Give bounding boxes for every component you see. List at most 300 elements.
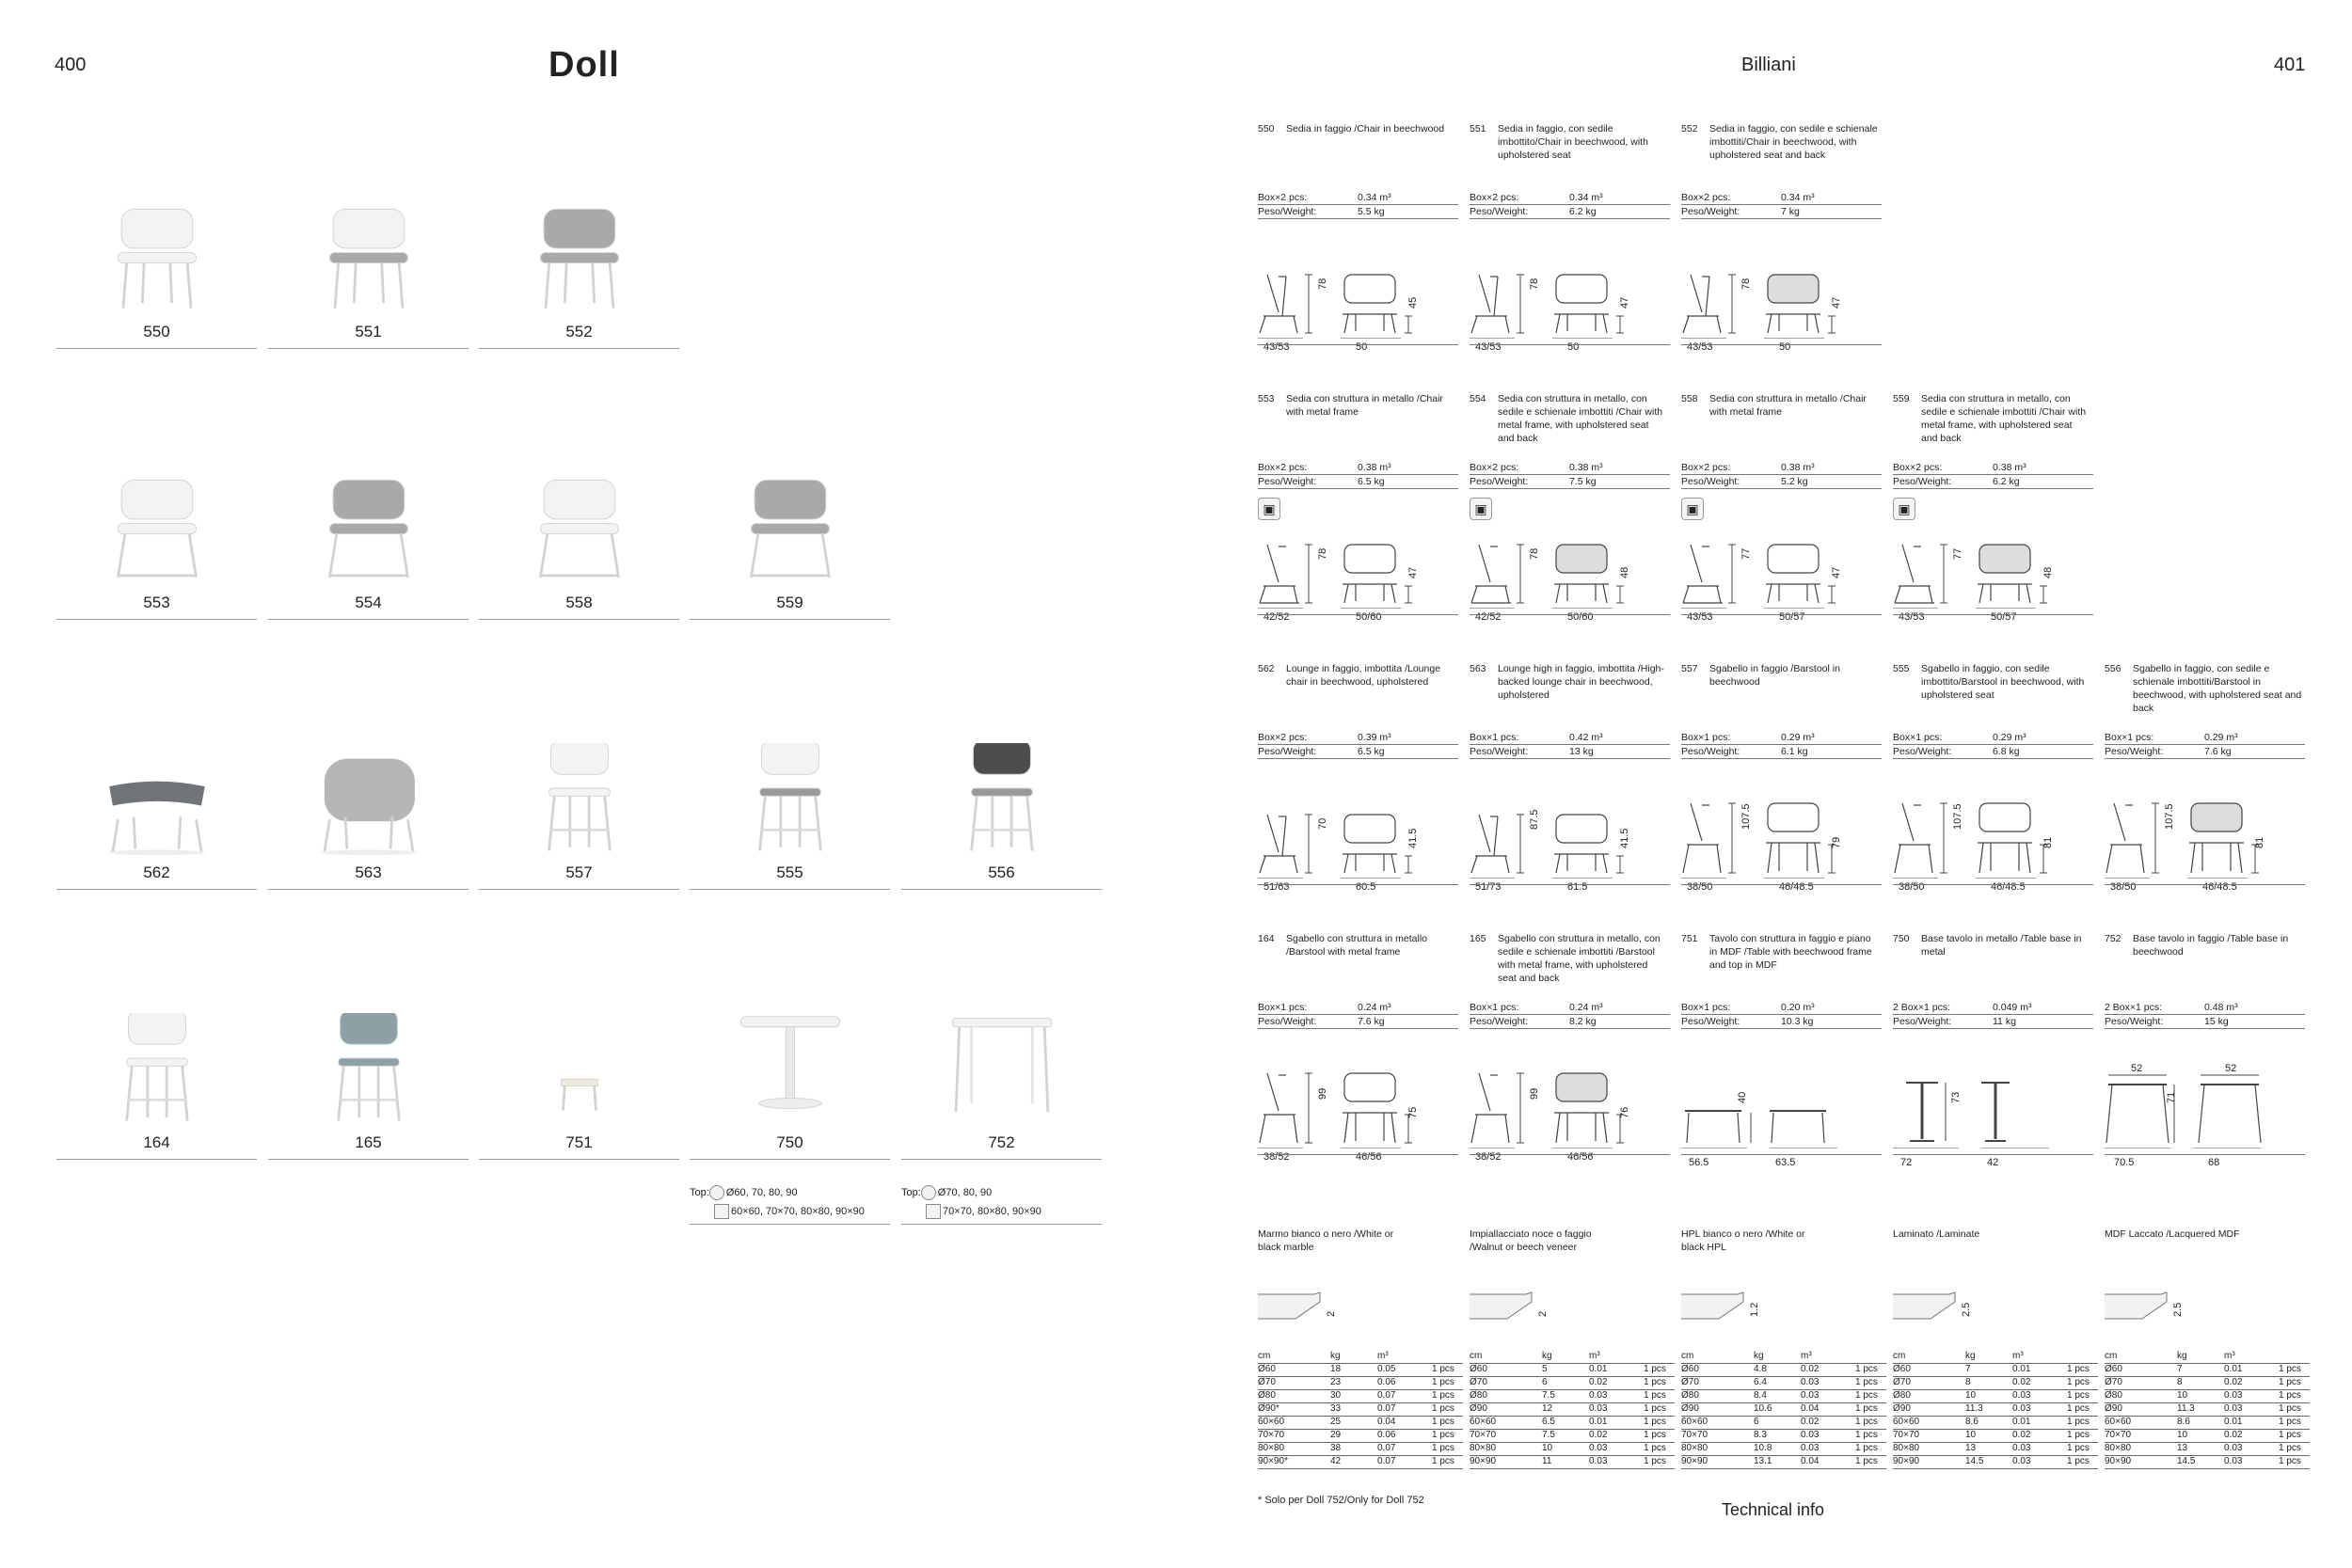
catalog-item[interactable] <box>479 202 679 343</box>
table-cell: 8.3 <box>1754 1430 1767 1440</box>
table-cell: 0.03 <box>2224 1443 2243 1453</box>
table-row <box>1470 1364 1675 1377</box>
table-cell: 11.3 <box>2177 1403 2195 1414</box>
divider <box>901 889 1102 890</box>
box-label: Box×1 pcs: <box>1893 732 1943 743</box>
table-cell: 1 pcs <box>1432 1390 1454 1401</box>
dimension-label: 38/52 <box>1263 1151 1290 1163</box>
product-photo <box>690 1013 890 1126</box>
dimension-label: 46/56 <box>1356 1151 1382 1163</box>
spec-code: 557 <box>1681 663 1698 674</box>
table-cell: 80×80 <box>2105 1443 2132 1453</box>
spec-code: 558 <box>1681 393 1698 404</box>
spec-code: 752 <box>2105 933 2122 944</box>
table-cell: 0.03 <box>2012 1403 2031 1414</box>
table-cell: 70×70 <box>1681 1430 1708 1440</box>
table-row <box>1470 1456 1675 1469</box>
product-code: 165 <box>355 1133 382 1151</box>
weight-label: Peso/Weight: <box>1681 206 1740 217</box>
material-name: Laminato /Laminate <box>1893 1228 1980 1240</box>
table-cell: 1 pcs <box>1432 1430 1454 1440</box>
product-photo <box>56 743 257 856</box>
table-cell: 0.01 <box>2012 1364 2031 1374</box>
table-row <box>2105 1403 2310 1417</box>
table-cell: 0.03 <box>1589 1390 1608 1401</box>
spec-code: 554 <box>1470 393 1486 404</box>
table-row <box>1258 1430 1463 1443</box>
catalog-item[interactable] <box>56 1013 257 1154</box>
box-label: 2 Box×1 pcs: <box>1893 1002 1950 1013</box>
table-cell: 1 pcs <box>1432 1417 1454 1427</box>
table-cell: 1 pcs <box>1644 1364 1666 1374</box>
divider <box>56 1159 257 1160</box>
technical-info-label: Technical info <box>1722 1500 1825 1519</box>
dimension-label: 47 <box>1831 296 1842 309</box>
weight-label: Peso/Weight: <box>1470 206 1529 217</box>
weight-label: Peso/Weight: <box>1681 476 1740 487</box>
spec-block <box>1258 932 1458 1163</box>
table-row <box>1893 1364 2098 1377</box>
spec-block <box>1470 932 1670 1163</box>
weight-label: Peso/Weight: <box>1258 476 1317 487</box>
table-cell: 80×80 <box>1258 1443 1285 1453</box>
table-cell: Ø80 <box>1893 1390 1911 1401</box>
table-cell: 11 <box>1542 1456 1552 1466</box>
spec-code: 559 <box>1893 393 1910 404</box>
table-row <box>2105 1430 2310 1443</box>
box-label: Box×2 pcs: <box>1258 732 1308 743</box>
spec-code: 556 <box>2105 663 2122 674</box>
box-volume: 0.34 m³ <box>1358 192 1391 203</box>
table-cell: Ø80 <box>1470 1390 1487 1401</box>
product-code: 558 <box>565 594 593 611</box>
top-profile-drawing <box>1470 1291 1545 1328</box>
page-title: Doll <box>548 45 620 85</box>
weights-table <box>2105 1351 2312 1473</box>
table-cell: Ø90 <box>1681 1403 1699 1414</box>
table-cell: 0.04 <box>1801 1456 1820 1466</box>
spec-description: Lounge high in faggio, imbottita /High-backed lounge chair in beechwood, upholstered <box>1498 663 1664 701</box>
dimension-label: 50 <box>1567 341 1580 353</box>
table-top-options <box>901 1183 1102 1225</box>
material-name: MDF Laccato /Lacquered MDF <box>2105 1228 2240 1240</box>
catalog-item[interactable] <box>56 743 257 884</box>
table-cell: 0.03 <box>2012 1456 2031 1466</box>
dimension-label: 75 <box>1407 1106 1419 1118</box>
table-cell: Ø80 <box>1258 1390 1276 1401</box>
dimension-label: 43/53 <box>1899 611 1925 623</box>
dimension-label: 51/63 <box>1263 881 1290 893</box>
stackable-icon: ▣ <box>1681 498 1704 520</box>
table-row <box>1258 1443 1463 1456</box>
product-photo <box>268 743 469 856</box>
catalog-item[interactable] <box>479 1013 679 1154</box>
table-cell: Ø90 <box>1893 1403 1911 1414</box>
catalog-item[interactable] <box>479 743 679 884</box>
table-row <box>1681 1443 1886 1456</box>
table-cell: Ø60 <box>1470 1364 1487 1374</box>
spec-description: Tavolo con struttura in faggio e piano in MDF /Table with beechwood frame and top in MDF <box>1709 933 1872 971</box>
table-cell: 10 <box>1965 1430 1977 1440</box>
divider <box>1258 344 1458 345</box>
table-cell: 0.01 <box>1589 1364 1608 1374</box>
product-code: 554 <box>355 594 382 611</box>
box-label: 2 Box×1 pcs: <box>2105 1002 2162 1013</box>
table-cell: Ø70 <box>1681 1377 1699 1387</box>
table-cell: 1 pcs <box>2279 1390 2301 1401</box>
spec-description: Base tavolo in metallo /Table base in metal <box>1921 933 2082 958</box>
box-label: Box×1 pcs: <box>1681 1002 1731 1013</box>
table-cell: 70×70 <box>1893 1430 1920 1440</box>
spec-block <box>1681 662 1882 893</box>
product-code: 552 <box>565 323 593 341</box>
spec-block <box>1470 392 1670 623</box>
spec-code: 563 <box>1470 663 1486 674</box>
product-photo <box>56 202 257 315</box>
divider <box>1258 614 1458 615</box>
dimension-drawing <box>1681 254 1882 339</box>
spec-block <box>1470 122 1670 353</box>
table-cell: 60×60 <box>1470 1417 1497 1427</box>
weight-label: Peso/Weight: <box>1893 476 1952 487</box>
table-cell: 10.8 <box>1754 1443 1772 1453</box>
table-row <box>1681 1377 1886 1390</box>
dimension-label: 50/57 <box>1991 611 2017 623</box>
divider <box>268 619 469 620</box>
table-header: cm <box>1893 1351 1906 1361</box>
dimension-label: 107.5 <box>1740 803 1752 830</box>
spec-code: 562 <box>1258 663 1275 674</box>
table-cell: Ø70 <box>1893 1377 1911 1387</box>
table-row <box>2105 1443 2310 1456</box>
dimension-label: 63.5 <box>1775 1157 1796 1168</box>
dimension-label: 43/53 <box>1263 341 1290 353</box>
table-header: m³ <box>2012 1351 2024 1361</box>
spec-block <box>1893 662 2093 893</box>
table-row <box>1681 1456 1886 1469</box>
table-row <box>1258 1456 1463 1469</box>
table-cell: 0.03 <box>2224 1390 2243 1401</box>
box-volume: 0.38 m³ <box>1358 462 1391 473</box>
catalog-item[interactable] <box>690 473 890 614</box>
table-cell: 90×90 <box>1681 1456 1708 1466</box>
weights-table <box>1893 1351 2100 1473</box>
table-cell: 10 <box>2177 1390 2188 1401</box>
dimension-label: 56.5 <box>1689 1157 1709 1168</box>
table-cell: 23 <box>1330 1377 1342 1387</box>
dimension-drawing <box>1681 1064 1882 1148</box>
spec-block <box>1470 662 1670 893</box>
dimension-label: 78 <box>1317 547 1328 560</box>
product-code: 556 <box>988 863 1015 881</box>
table-cell: 0.03 <box>1801 1443 1820 1453</box>
box-volume: 0.34 m³ <box>1569 192 1603 203</box>
spec-code: 165 <box>1470 933 1486 944</box>
box-volume: 0.29 m³ <box>1781 732 1815 743</box>
top-profile-drawing <box>2105 1291 2180 1328</box>
top-profile-drawing <box>1893 1291 1968 1328</box>
spec-block <box>2105 932 2305 1168</box>
weight-value: 6.5 kg <box>1358 746 1385 757</box>
dimension-label: 43/53 <box>1687 341 1713 353</box>
table-cell: 1 pcs <box>1855 1430 1878 1440</box>
dimension-label: 43/53 <box>1687 611 1713 623</box>
table-cell: 1 pcs <box>2067 1456 2090 1466</box>
dimension-label: 46/48.5 <box>1991 881 2026 893</box>
divider <box>268 348 469 349</box>
table-cell: 0.03 <box>1801 1377 1820 1387</box>
table-cell: 25 <box>1330 1417 1342 1427</box>
spec-code: 553 <box>1258 393 1275 404</box>
dimension-label: 52 <box>2131 1063 2143 1074</box>
table-cell: Ø80 <box>1681 1390 1699 1401</box>
table-cell: 90×90 <box>1470 1456 1497 1466</box>
table-cell: Ø80 <box>2105 1390 2122 1401</box>
table-row <box>1470 1430 1675 1443</box>
square-sizes: 70×70, 80×80, 90×90 <box>943 1206 1041 1217</box>
dimension-label: 61.5 <box>1567 881 1588 893</box>
table-cell: 60×60 <box>2105 1417 2132 1427</box>
table-cell: 38 <box>1330 1443 1342 1453</box>
product-photo <box>479 473 679 586</box>
box-label: Box×2 pcs: <box>1470 462 1519 473</box>
round-top-icon <box>709 1185 724 1200</box>
spec-description: Sgabello con struttura in metallo, con sedile e schienale imbottiti /Barstool with metal frame, with upholstered seat and back <box>1498 933 1661 984</box>
table-row <box>1681 1403 1886 1417</box>
table-cell: 60×60 <box>1681 1417 1708 1427</box>
table-header: m³ <box>1589 1351 1600 1361</box>
catalog-item[interactable] <box>268 743 469 884</box>
footnote: * Solo per Doll 752/Only for Doll 752 <box>1258 1495 1424 1506</box>
dimension-label: 46/48.5 <box>1779 881 1814 893</box>
weight-label: Peso/Weight: <box>1681 1016 1740 1027</box>
dimension-label: 48 <box>2042 566 2054 578</box>
dimension-label: 38/50 <box>1899 881 1925 893</box>
square-top-icon <box>926 1204 941 1219</box>
catalog-item[interactable] <box>56 202 257 343</box>
table-header: cm <box>1470 1351 1483 1361</box>
weight-value: 10.3 kg <box>1781 1016 1814 1027</box>
table-header: m³ <box>1801 1351 1812 1361</box>
table-cell: 1 pcs <box>2279 1403 2301 1414</box>
box-label: Box×1 pcs: <box>1470 1002 1519 1013</box>
table-cell: 7.5 <box>1542 1390 1555 1401</box>
table-row <box>1258 1390 1463 1403</box>
table-header: cm <box>1681 1351 1694 1361</box>
catalog-item[interactable] <box>901 743 1102 884</box>
table-cell: 18 <box>1330 1364 1342 1374</box>
table-cell: 1 pcs <box>1432 1456 1454 1466</box>
table-cell: 0.03 <box>1589 1403 1608 1414</box>
weight-value: 6.2 kg <box>1569 206 1597 217</box>
table-row <box>1470 1443 1675 1456</box>
table-row <box>1470 1377 1675 1390</box>
table-header: kg <box>2177 1351 2187 1361</box>
dimension-label: 107.5 <box>2164 803 2175 830</box>
dimension-label: 78 <box>1740 277 1752 290</box>
table-header: kg <box>1542 1351 1552 1361</box>
top-profile-drawing <box>1258 1291 1333 1328</box>
round-sizes: Ø70, 80, 90 <box>937 1187 993 1198</box>
table-row <box>1893 1390 2098 1403</box>
dimension-label: 51/73 <box>1475 881 1502 893</box>
table-cell: Ø90* <box>1258 1403 1279 1414</box>
round-top-icon <box>921 1185 936 1200</box>
catalog-item[interactable] <box>56 473 257 614</box>
table-cell: 8.6 <box>2177 1417 2190 1427</box>
table-cell: 0.03 <box>1801 1390 1820 1401</box>
table-row <box>1258 1417 1463 1430</box>
spec-block <box>1258 122 1458 353</box>
table-cell: 0.03 <box>2012 1390 2031 1401</box>
product-photo <box>268 1013 469 1126</box>
catalog-item[interactable] <box>268 202 469 343</box>
divider <box>1681 344 1882 345</box>
spec-description: Lounge in faggio, imbottita /Lounge chair in beechwood, upholstered <box>1286 663 1441 688</box>
divider <box>1681 884 1882 885</box>
table-cell: 6 <box>1542 1377 1548 1387</box>
divider <box>1681 614 1882 615</box>
table-cell: 80×80 <box>1893 1443 1920 1453</box>
spec-code: 555 <box>1893 663 1910 674</box>
table-cell: Ø60 <box>1893 1364 1911 1374</box>
dimension-label: 79 <box>1831 836 1842 848</box>
thickness-label: 2.5 <box>2172 1302 2184 1317</box>
table-header: kg <box>1754 1351 1764 1361</box>
box-volume: 0.38 m³ <box>1569 462 1603 473</box>
table-cell: 0.03 <box>1589 1456 1608 1466</box>
weight-value: 7.5 kg <box>1569 476 1597 487</box>
table-header: m³ <box>2224 1351 2235 1361</box>
dimension-label: 71 <box>2166 1091 2177 1103</box>
table-cell: 13 <box>1965 1443 1977 1453</box>
table-cell: 0.02 <box>1589 1430 1608 1440</box>
dimension-label: 72 <box>1900 1157 1913 1168</box>
table-cell: 0.03 <box>1801 1430 1820 1440</box>
table-cell: 7 <box>2177 1364 2183 1374</box>
dimension-label: 78 <box>1317 277 1328 290</box>
box-label: Box×2 pcs: <box>1893 462 1943 473</box>
table-cell: 13.1 <box>1754 1456 1772 1466</box>
table-row <box>1681 1390 1886 1403</box>
spec-description: Sedia in faggio /Chair in beechwood <box>1286 123 1445 135</box>
table-cell: 6.5 <box>1542 1417 1555 1427</box>
weight-value: 5.2 kg <box>1781 476 1808 487</box>
dimension-label: 41.5 <box>1407 828 1419 848</box>
catalog-item[interactable] <box>901 1013 1102 1154</box>
left-page-number: 400 <box>55 55 87 75</box>
table-cell: 1 pcs <box>2067 1403 2090 1414</box>
table-cell: 1 pcs <box>2067 1443 2090 1453</box>
table-cell: Ø70 <box>1258 1377 1276 1387</box>
table-cell: 1 pcs <box>2279 1456 2301 1466</box>
table-cell: 1 pcs <box>2279 1443 2301 1453</box>
weight-value: 7.6 kg <box>2204 746 2232 757</box>
catalog-item[interactable] <box>479 473 679 614</box>
dimension-drawing <box>1681 794 1882 879</box>
spec-block <box>1893 392 2093 623</box>
table-cell: 1 pcs <box>1644 1443 1666 1453</box>
dimension-label: 107.5 <box>1952 803 1963 830</box>
table-row <box>1258 1364 1463 1377</box>
table-cell: Ø90 <box>2105 1403 2122 1414</box>
dimension-label: 48 <box>1619 566 1630 578</box>
dimension-label: 52 <box>2225 1063 2237 1074</box>
divider <box>1893 1154 2093 1155</box>
table-header: cm <box>1258 1351 1271 1361</box>
catalog-item[interactable] <box>268 1013 469 1154</box>
dimension-drawing <box>2105 794 2305 879</box>
table-cell: 1 pcs <box>1432 1443 1454 1453</box>
table-cell: 14.5 <box>2177 1456 2196 1466</box>
table-cell: 1 pcs <box>2067 1364 2090 1374</box>
dimension-drawing <box>1470 1064 1670 1148</box>
round-sizes: Ø60, 70, 80, 90 <box>725 1187 798 1198</box>
weight-value: 11 kg <box>1993 1016 2016 1027</box>
material-name: Impiallacciato noce o faggio /Walnut or beech veneer <box>1470 1228 1592 1253</box>
table-row <box>1470 1390 1675 1403</box>
spec-description: Sedia con struttura in metallo, con sedile e schienale imbottiti /Chair with metal frame, with upholstered seat and back <box>1498 393 1663 444</box>
box-volume: 0.39 m³ <box>1358 732 1391 743</box>
spec-code: 551 <box>1470 123 1486 135</box>
dimension-label: 38/52 <box>1475 1151 1502 1163</box>
spec-description: Sedia con struttura in metallo /Chair with metal frame <box>1709 393 1867 418</box>
table-cell: 14.5 <box>1965 1456 1984 1466</box>
table-cell: 90×90 <box>1893 1456 1920 1466</box>
dimension-label: 60.5 <box>1356 881 1376 893</box>
dimension-drawing <box>2105 1064 2305 1148</box>
catalog-item[interactable] <box>690 1013 890 1154</box>
stackable-icon: ▣ <box>1258 498 1280 520</box>
table-cell: 0.04 <box>1801 1403 1820 1414</box>
dimension-label: 42/52 <box>1475 611 1502 623</box>
catalog-item[interactable] <box>268 473 469 614</box>
top-label: Top: <box>690 1187 709 1198</box>
product-code: 164 <box>143 1133 170 1151</box>
table-row <box>2105 1377 2310 1390</box>
spec-code: 751 <box>1681 933 1698 944</box>
spec-description: Sgabello in faggio, con sedile e schienale imbottiti/Barstool in beechwood, with upholstered seat and back <box>2133 663 2302 714</box>
spec-code: 552 <box>1681 123 1698 135</box>
weight-value: 15 kg <box>2204 1016 2229 1027</box>
table-cell: 0.07 <box>1377 1456 1396 1466</box>
top-label: Top: <box>901 1187 921 1198</box>
table-cell: 1 pcs <box>1644 1430 1666 1440</box>
spec-description: Sgabello in faggio /Barstool in beechwood <box>1709 663 1840 688</box>
dimension-drawing <box>1893 794 2093 879</box>
spec-block <box>1681 392 1882 623</box>
thickness-label: 2 <box>1537 1310 1549 1317</box>
table-cell: 0.02 <box>1801 1364 1820 1374</box>
table-cell: 10 <box>2177 1430 2188 1440</box>
table-cell: 80×80 <box>1681 1443 1708 1453</box>
spec-description: Sedia in faggio, con sedile imbottito/Chair in beechwood, with upholstered seat <box>1498 123 1648 161</box>
table-cell: 0.07 <box>1377 1390 1396 1401</box>
table-cell: 12 <box>1542 1403 1553 1414</box>
dimension-label: 41.5 <box>1619 828 1630 848</box>
table-cell: 0.01 <box>2224 1417 2243 1427</box>
box-label: Box×1 pcs: <box>1681 732 1731 743</box>
box-label: Box×1 pcs: <box>1258 1002 1308 1013</box>
weight-value: 7.6 kg <box>1358 1016 1385 1027</box>
catalog-item[interactable] <box>690 743 890 884</box>
weights-table <box>1258 1351 1465 1473</box>
dimension-drawing <box>1893 1064 2093 1148</box>
table-header: kg <box>1330 1351 1341 1361</box>
box-volume: 0.42 m³ <box>1569 732 1603 743</box>
table-cell: 1 pcs <box>1432 1364 1454 1374</box>
table-cell: 10.6 <box>1754 1403 1772 1414</box>
